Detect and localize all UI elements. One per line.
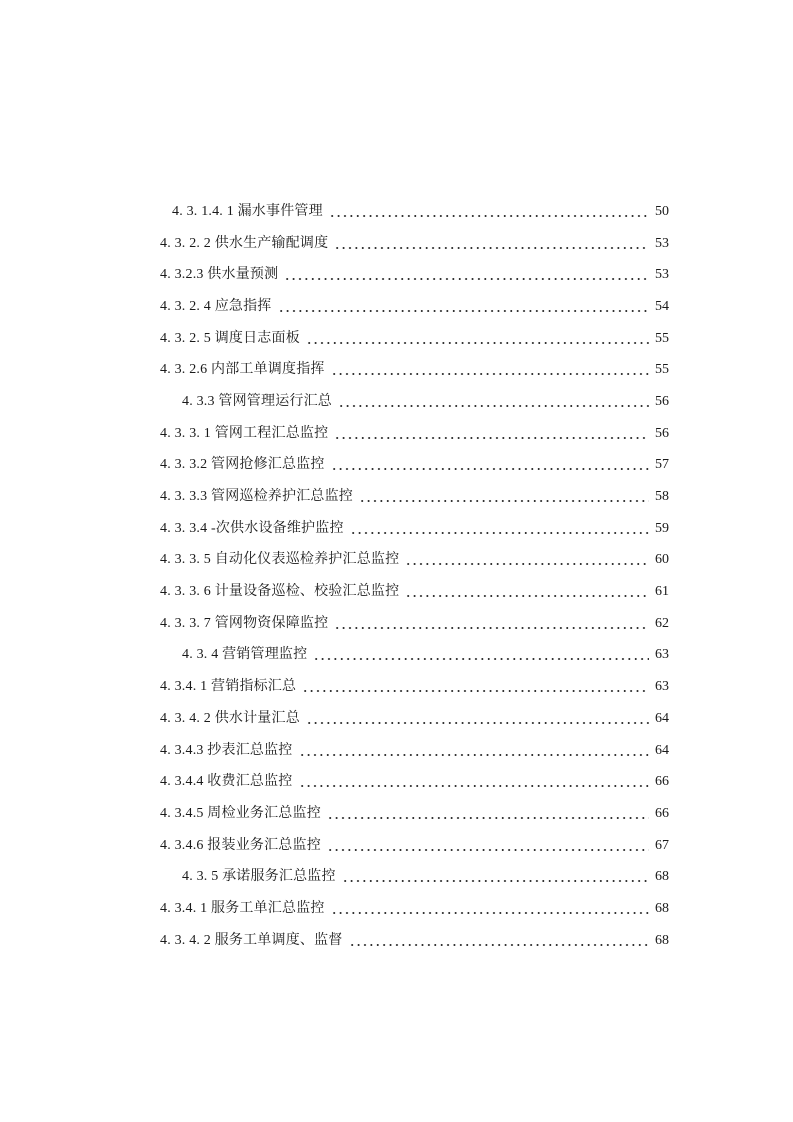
toc-entry[interactable] — [0, 576, 793, 608]
toc-entry-page: 61 — [655, 584, 669, 600]
toc-entry-title: 4. 3.3 管网管理运行汇总 — [182, 393, 332, 409]
toc-leader-dots — [284, 268, 649, 282]
toc-leader-dots — [349, 934, 650, 948]
toc-entry-title: 4. 3.2.3 供水量预测 — [160, 267, 279, 283]
toc-entry-title: 4. 3. 3. 7 管网物资保障监控 — [160, 615, 329, 631]
toc-entry-page: 68 — [655, 869, 669, 885]
toc-entry[interactable] — [0, 386, 793, 418]
toc-entry-page: 66 — [655, 774, 669, 790]
toc-leader-dots — [334, 237, 649, 251]
toc-entry[interactable] — [0, 545, 793, 577]
toc-entry-title: 4. 3. 2.6 内部工单调度指挥 — [160, 362, 325, 378]
toc-leader-dots — [338, 395, 649, 409]
toc-entry[interactable] — [0, 291, 793, 323]
toc-entry-title: 4. 3. 2. 4 应急指挥 — [160, 298, 272, 314]
toc-entry[interactable] — [0, 354, 793, 386]
toc-entry[interactable] — [0, 228, 793, 260]
toc-entry-title: 4. 3.4. 1 服务工单汇总监控 — [160, 900, 325, 916]
toc-entry-page: 62 — [655, 615, 669, 631]
toc-entry-title: 4. 3. 1.4. 1 漏水事件管理 — [172, 203, 323, 219]
toc-leader-dots — [306, 712, 649, 726]
toc-entry[interactable] — [0, 608, 793, 640]
toc-entry[interactable] — [0, 450, 793, 482]
toc-entry-page: 66 — [655, 805, 669, 821]
toc-leader-dots — [299, 744, 650, 758]
toc-entry-title: 4. 3. 3. 6 计量设备巡检、校验汇总监控 — [160, 584, 400, 600]
toc-entry-page: 64 — [655, 710, 669, 726]
toc-entry-page: 68 — [655, 932, 669, 948]
toc-entry-title: 4. 3.4.5 周检业务汇总监控 — [160, 805, 321, 821]
toc-entry-title: 4. 3. 3.4 -次供水设备维护监控 — [160, 520, 344, 536]
toc-entry-page: 56 — [655, 425, 669, 441]
table-of-contents — [0, 196, 793, 957]
toc-entry[interactable] — [0, 323, 793, 355]
toc-entry-page: 50 — [655, 203, 669, 219]
toc-entry-page: 55 — [655, 362, 669, 378]
toc-leader-dots — [405, 585, 649, 599]
toc-entry-title: 4. 3.4.6 报装业务汇总监控 — [160, 837, 321, 853]
toc-entry-title: 4. 3. 2. 2 供水生产输配调度 — [160, 235, 329, 251]
toc-leader-dots — [334, 427, 649, 441]
toc-leader-dots — [302, 680, 649, 694]
toc-entry[interactable] — [0, 703, 793, 735]
toc-entry-page: 54 — [655, 298, 669, 314]
toc-entry-page: 63 — [655, 647, 669, 663]
toc-entry-page: 53 — [655, 267, 669, 283]
toc-leader-dots — [278, 300, 650, 314]
toc-leader-dots — [331, 458, 649, 472]
toc-entry-page: 68 — [655, 900, 669, 916]
toc-entry-page: 53 — [655, 235, 669, 251]
toc-entry[interactable] — [0, 671, 793, 703]
toc-leader-dots — [329, 205, 649, 219]
toc-entry-title: 4. 3. 3.3 管网巡检养护汇总监控 — [160, 489, 353, 505]
toc-entry-title: 4. 3. 3.2 管网抢修汇总监控 — [160, 457, 325, 473]
toc-entry[interactable] — [0, 830, 793, 862]
toc-entry[interactable] — [0, 418, 793, 450]
toc-entry-page: 64 — [655, 742, 669, 758]
toc-entry-page: 56 — [655, 393, 669, 409]
toc-leader-dots — [313, 648, 649, 662]
toc-entry-page: 63 — [655, 679, 669, 695]
toc-entry-title: 4. 3. 3. 5 自动化仪表巡检养护汇总监控 — [160, 552, 400, 568]
toc-entry[interactable] — [0, 481, 793, 513]
toc-entry-page: 55 — [655, 330, 669, 346]
toc-entry[interactable] — [0, 766, 793, 798]
toc-entry[interactable] — [0, 513, 793, 545]
toc-entry-title: 4. 3.4. 1 营销指标汇总 — [160, 679, 297, 695]
toc-entry-page: 58 — [655, 489, 669, 505]
toc-leader-dots — [331, 902, 649, 916]
toc-entry[interactable] — [0, 893, 793, 925]
toc-entry[interactable] — [0, 735, 793, 767]
toc-entry[interactable] — [0, 798, 793, 830]
toc-leader-dots — [299, 775, 650, 789]
toc-entry-title: 4. 3. 2. 5 调度日志面板 — [160, 330, 300, 346]
toc-entry-page: 57 — [655, 457, 669, 473]
toc-entry-title: 4. 3. 5 承诺服务汇总监控 — [182, 869, 336, 885]
toc-entry[interactable] — [0, 861, 793, 893]
toc-entry[interactable] — [0, 640, 793, 672]
toc-leader-dots — [331, 363, 649, 377]
toc-entry-title: 4. 3. 4 营销管理监控 — [182, 647, 308, 663]
toc-leader-dots — [405, 553, 649, 567]
toc-entry-title: 4. 3.4.4 收费汇总监控 — [160, 774, 293, 790]
toc-entry-title: 4. 3. 4. 2 供水计量汇总 — [160, 710, 300, 726]
toc-entry[interactable] — [0, 196, 793, 228]
toc-leader-dots — [327, 839, 649, 853]
toc-leader-dots — [342, 870, 649, 884]
toc-entry-page: 60 — [655, 552, 669, 568]
toc-entry-page: 67 — [655, 837, 669, 853]
toc-leader-dots — [327, 807, 649, 821]
toc-entry-title: 4. 3. 3. 1 管网工程汇总监控 — [160, 425, 329, 441]
toc-entry-page: 59 — [655, 520, 669, 536]
toc-entry[interactable] — [0, 259, 793, 291]
toc-leader-dots — [359, 490, 649, 504]
toc-entry-title: 4. 3.4.3 抄表汇总监控 — [160, 742, 293, 758]
toc-leader-dots — [350, 522, 649, 536]
toc-entry[interactable] — [0, 925, 793, 957]
toc-leader-dots — [306, 332, 649, 346]
toc-leader-dots — [334, 617, 649, 631]
toc-entry-title: 4. 3. 4. 2 服务工单调度、监督 — [160, 932, 343, 948]
